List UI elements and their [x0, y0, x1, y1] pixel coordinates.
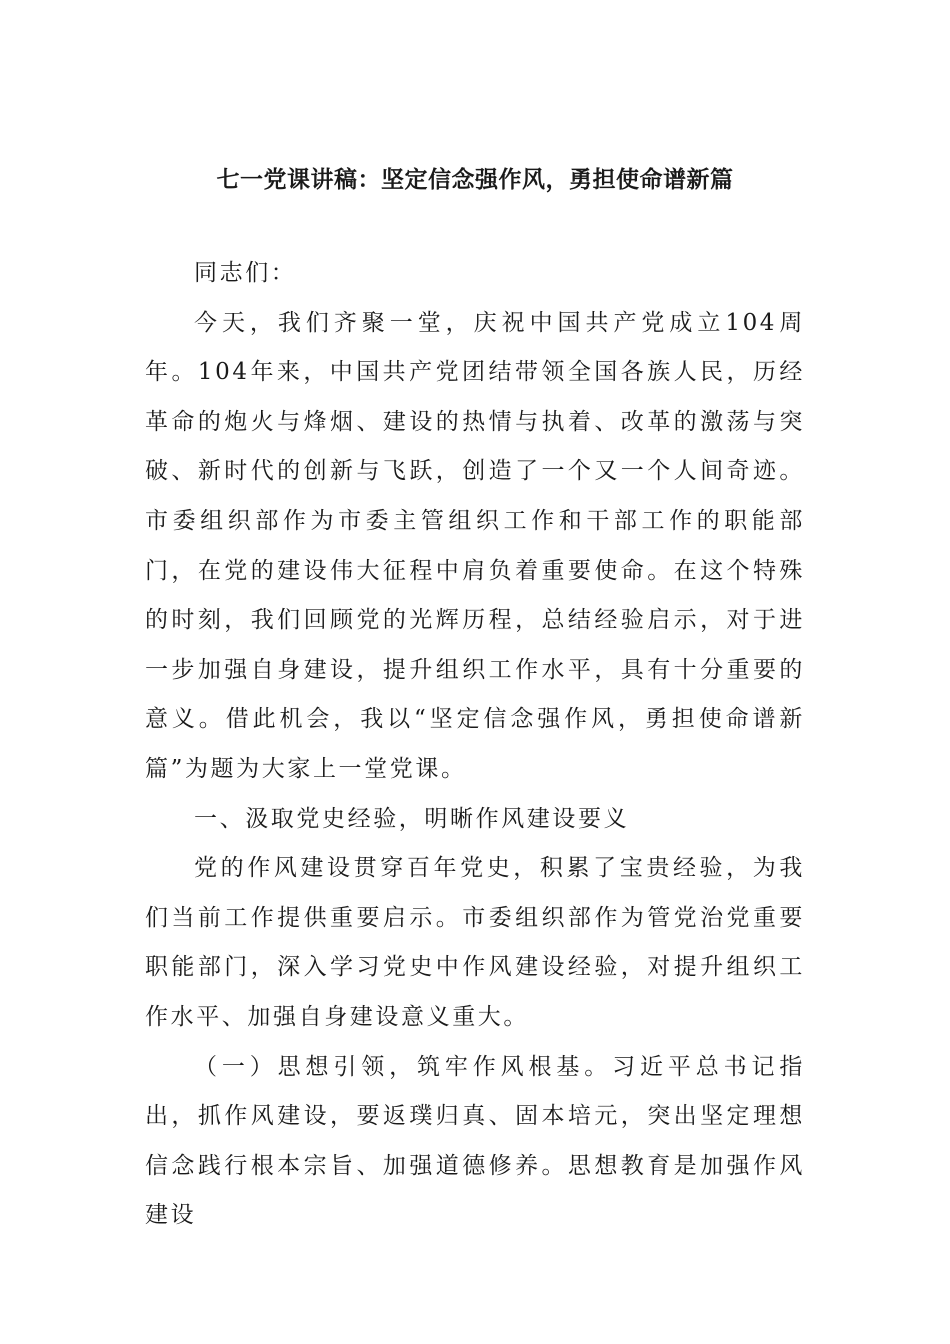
salutation-paragraph: 同志们： — [194, 260, 297, 286]
document-title: 七一党课讲稿：坚定信念强作风，勇担使命谱新篇 — [216, 167, 734, 193]
subsection-paragraph: （一）思想引领，筑牢作风根基。习近平总书记指出，抓作风建设，要返璞归真、固本培元，突出坚定理想信念践行根本宗旨、加强道德修养。思想教育是加强作风建设 — [145, 1053, 805, 1229]
section-intro-paragraph: 党的作风建设贯穿百年党史，积累了宝贵经验，为我们当前工作提供重要启示。市委组织部作为管党治党重要职能部门，深入学习党史中作风建设经验，对提升组织工作水平、加强自身建设意义重大。 — [145, 855, 805, 1030]
intro-paragraph: 今天，我们齐聚一堂，庆祝中国共产党成立104周年。104年来，中国共产党团结带领全国各族人民，历经革命的炮火与烽烟、建设的热情与执着、改革的激荡与突破、新时代的创新与飞跃，创造了一个又一个人间奇迹。市委组织部作为市委主管组织工作和干部工作的职能部门，在党的建设伟大征程中肩负着重要使命。在这个特殊的时刻，我们回顾党的光辉历程，总结经验启示，对于进一步加强自身建设，提升组织工作水平，具有十分重要的意义。借此机会，我以“坚定信念强作风，勇担使命谱新篇”为题为大家上一堂党课。 — [145, 309, 805, 782]
document-body — [145, 249, 805, 1241]
section-heading: 一、汲取党史经验，明晰作风建设要义 — [194, 805, 630, 832]
